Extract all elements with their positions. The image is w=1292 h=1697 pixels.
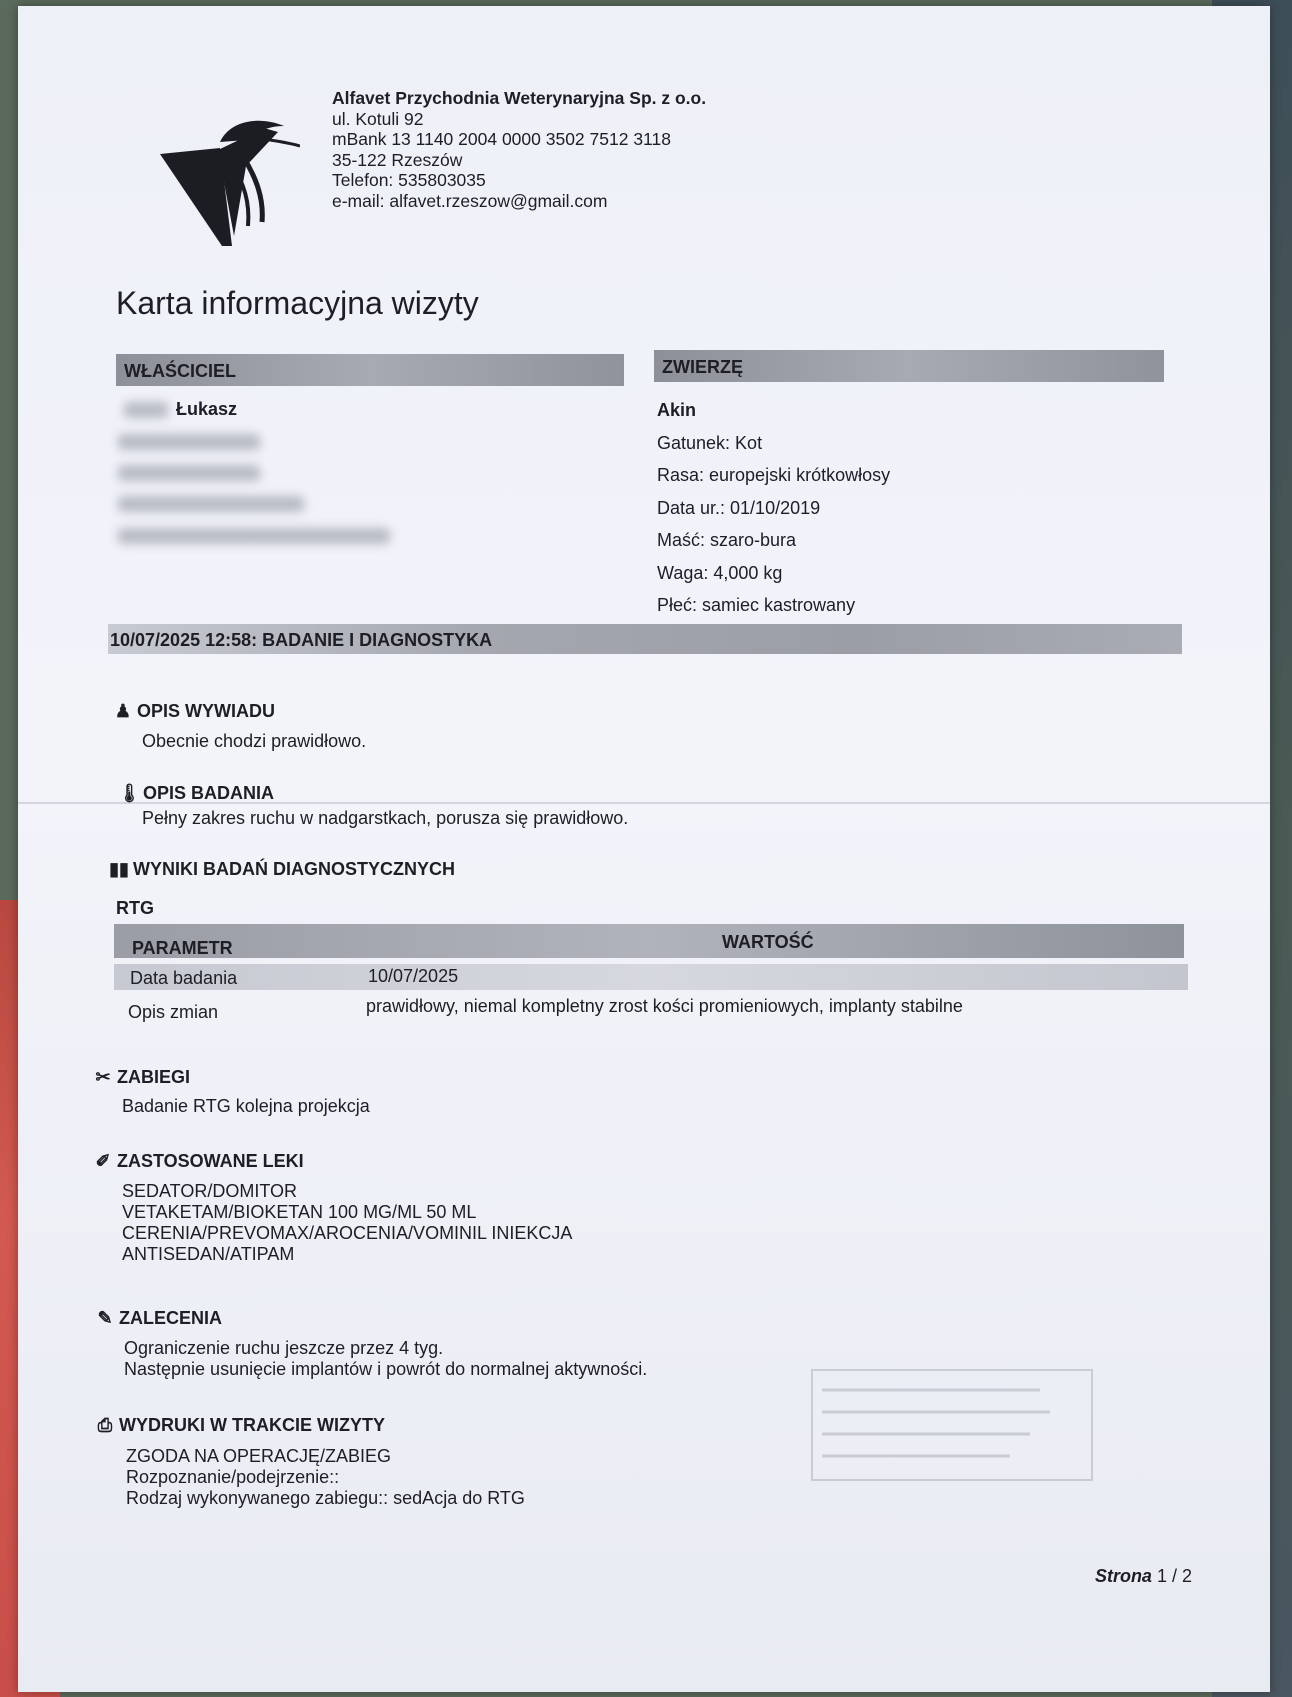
clinic-city: 35-122 Rzeszów: [332, 149, 463, 170]
table-row: [114, 964, 1188, 990]
redacted-owner-surname: [124, 402, 168, 418]
show-through-stamp: [810, 1360, 1100, 1490]
redacted-owner-phone: [118, 496, 304, 512]
test-tubes-icon: ▮▮: [109, 859, 129, 879]
procedures-title: ZABIEGI: [117, 1066, 191, 1087]
animal-header: ZWIERZĘ: [654, 350, 1164, 382]
interview-text: Obecnie chodzi prawidłowo.: [142, 731, 367, 751]
person-icon: ♟: [114, 701, 132, 721]
list-item: SEDATOR/DOMITOR: [122, 1181, 298, 1201]
list-item: ZGODA NA OPERACJĘ/ZABIEG: [126, 1446, 392, 1466]
redacted-owner-city: [118, 465, 260, 481]
header-parameter: PARAMETR: [132, 938, 233, 958]
clinic-name: Alfavet Przychodnia Weterynaryjna Sp. z o.o.: [332, 88, 707, 108]
printouts-title: WYDRUKI W TRAKCIE WIZYTY: [119, 1414, 385, 1435]
pill-icon: ✐: [95, 1151, 111, 1171]
medications-title: ZASTOSOWANE LEKI: [117, 1150, 304, 1171]
page-total: / 2: [1166, 1566, 1192, 1586]
animal-breed: Rasa: europejski krótkowłosy: [657, 465, 891, 485]
clinic-email: e-mail: alfavet.rzeszow@gmail.com: [332, 190, 608, 211]
clinic-bank-account: mBank 13 1140 2004 0000 3502 7512 3118: [332, 129, 671, 149]
animal-sex: Płeć: samiec kastrowany: [657, 595, 856, 615]
medications-heading: [92, 1150, 304, 1172]
list-item: CERENIA/PREVOMAX/AROCENIA/VOMINIL INIEKCJA: [122, 1223, 573, 1243]
printouts-text: [126, 1446, 525, 1509]
header-value: WARTOŚĆ: [722, 932, 814, 952]
recommendations-title: ZALECENIA: [119, 1307, 222, 1328]
printer-icon: ⎙: [97, 1415, 113, 1435]
row1-param: Data badania: [130, 968, 238, 988]
animal-weight: Waga: 4,000 kg: [657, 562, 783, 583]
animal-info: [657, 394, 890, 622]
owner-name: Łukasz: [176, 399, 238, 419]
document-title: Karta informacyjna wizyty: [116, 285, 479, 321]
clinic-street: ul. Kotuli 92: [332, 108, 424, 129]
page-number: [1095, 1566, 1192, 1587]
list-item: Rodzaj wykonywanego zabiegu:: sedAcja do RTG: [126, 1488, 525, 1508]
clinic-phone: Telefon: 535803035: [332, 170, 486, 190]
diagnostics-subtitle: RTG: [116, 898, 154, 918]
diagnostics-heading: [108, 858, 455, 880]
row2-value: prawidłowy, niemal kompletny zrost kości promieniowych, implanty stabilne: [366, 996, 963, 1016]
row1-value: 10/07/2025: [368, 966, 459, 986]
page-label: Strona: [1094, 1566, 1152, 1586]
recommendations-text: [124, 1338, 647, 1380]
scissors-icon: ✂: [95, 1067, 111, 1087]
redacted-owner-address: [118, 434, 260, 450]
pencil-note-icon: ✎: [97, 1308, 113, 1328]
printouts-heading: [94, 1414, 385, 1436]
animal-color: Maść: szaro-bura: [657, 530, 797, 550]
page-current: 1: [1156, 1566, 1167, 1586]
animal-species: Gatunek: Kot: [657, 432, 763, 453]
row2-param: Opis zmian: [128, 1002, 219, 1022]
list-item: ANTISEDAN/ATIPAM: [122, 1244, 295, 1264]
exam-heading: [118, 782, 274, 804]
list-item: Ograniczenie ruchu jeszcze przez 4 tyg.: [124, 1338, 444, 1358]
redacted-owner-email: [118, 528, 390, 544]
clinic-logo: [160, 118, 300, 248]
list-item: Rozpoznanie/podejrzenie::: [126, 1467, 340, 1487]
animal-name: Akin: [657, 400, 697, 420]
animal-birth-date: Data ur.: 01/10/2019: [657, 497, 821, 518]
procedures-heading: [92, 1066, 190, 1088]
diagnostics-title: WYNIKI BADAŃ DIAGNOSTYCZNYCH: [133, 858, 455, 879]
exam-title: OPIS BADANIA: [143, 782, 275, 803]
interview-heading: [112, 700, 275, 722]
medications-list: [122, 1181, 572, 1265]
exam-text: Pełny zakres ruchu w nadgarstkach, porusza się prawidłowo.: [142, 808, 629, 828]
clinic-header: [332, 88, 706, 211]
visit-header: 10/07/2025 12:58: BADANIE I DIAGNOSTYKA: [108, 624, 1182, 654]
owner-header: WŁAŚCICIEL: [116, 354, 624, 386]
list-item: Następnie usunięcie implantów i powrót do normalnej aktywności.: [124, 1359, 648, 1379]
results-table-header: [114, 924, 1184, 958]
interview-title: OPIS WYWIADU: [137, 700, 275, 721]
recommendations-heading: [94, 1307, 222, 1329]
list-item: VETAKETAM/BIOKETAN 100 MG/ML 50 ML: [122, 1202, 477, 1222]
procedures-text: Badanie RTG kolejna projekcja: [122, 1096, 370, 1116]
thermometer-icon: 🌡: [118, 783, 141, 803]
